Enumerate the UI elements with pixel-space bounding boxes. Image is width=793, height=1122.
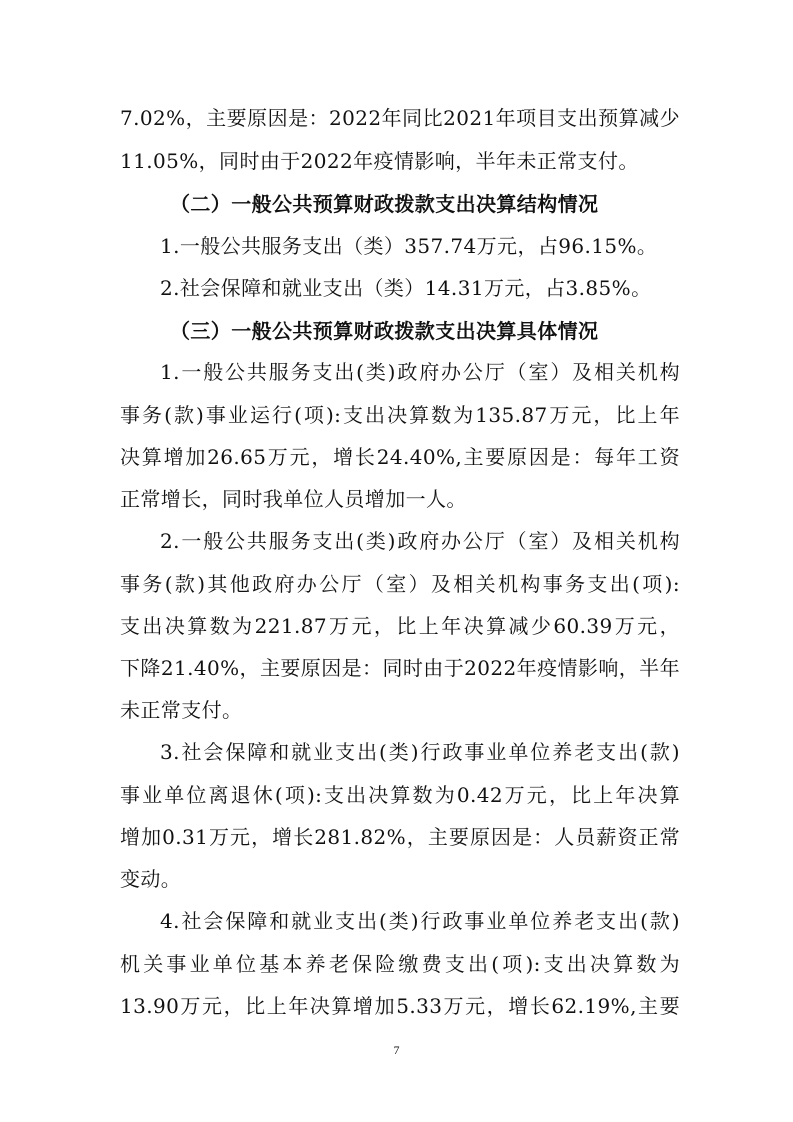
body-text-line: 事业单位离退休(项):支出决算数为0.42万元，比上年决算 [120, 783, 680, 807]
section-heading: （二）一般公共预算财政拨款支出决算结构情况 [170, 192, 599, 216]
body-text-line: 支出决算数为221.87万元，比上年决算减少60.39万元， [120, 614, 680, 638]
page-number: 7 [393, 1043, 400, 1057]
body-text-line: 7.02%，主要原因是：2022年同比2021年项目支出预算减少 [120, 106, 680, 130]
body-text-line: 2.社会保障和就业支出（类）14.31万元，占3.85%。 [160, 276, 652, 300]
body-text-line: 事务(款)事业运行(项):支出决算数为135.87万元，比上年 [120, 403, 680, 427]
body-text-line: 变动。 [120, 867, 182, 891]
body-text-line: 13.90万元，比上年决算增加5.33万元，增长62.19%,主要 [120, 994, 680, 1018]
body-text-line: 机关事业单位基本养老保险缴费支出(项):支出决算数为 [120, 952, 680, 976]
body-text-line: 增加0.31万元，增长281.82%，主要原因是：人员薪资正常 [120, 825, 680, 849]
section-heading: （三）一般公共预算财政拨款支出决算具体情况 [170, 319, 599, 343]
body-text-line: 11.05%，同时由于2022年疫情影响，半年未正常支付。 [120, 149, 639, 173]
body-text-line: 决算增加26.65万元，增长24.40%,主要原因是：每年工资 [120, 445, 680, 469]
body-text-line: 2.一般公共服务支出(类)政府办公厅（室）及相关机构 [160, 529, 680, 553]
body-text-line: 4.社会保障和就业支出(类)行政事业单位养老支出(款) [160, 909, 680, 933]
body-text-line: 事务(款)其他政府办公厅（室）及相关机构事务支出(项): [120, 572, 680, 596]
body-text-line: 1.一般公共服务支出(类)政府办公厅（室）及相关机构 [160, 360, 680, 384]
body-text-line: 未正常支付。 [120, 698, 243, 722]
body-text-line: 3.社会保障和就业支出(类)行政事业单位养老支出(款) [160, 740, 680, 764]
body-text-line: 1.一般公共服务支出（类）357.74万元，占96.15%。 [160, 234, 658, 258]
body-text-line: 正常增长，同时我单位人员增加一人。 [120, 487, 467, 511]
body-text-line: 下降21.40%，主要原因是：同时由于2022年疫情影响，半年 [120, 656, 680, 680]
